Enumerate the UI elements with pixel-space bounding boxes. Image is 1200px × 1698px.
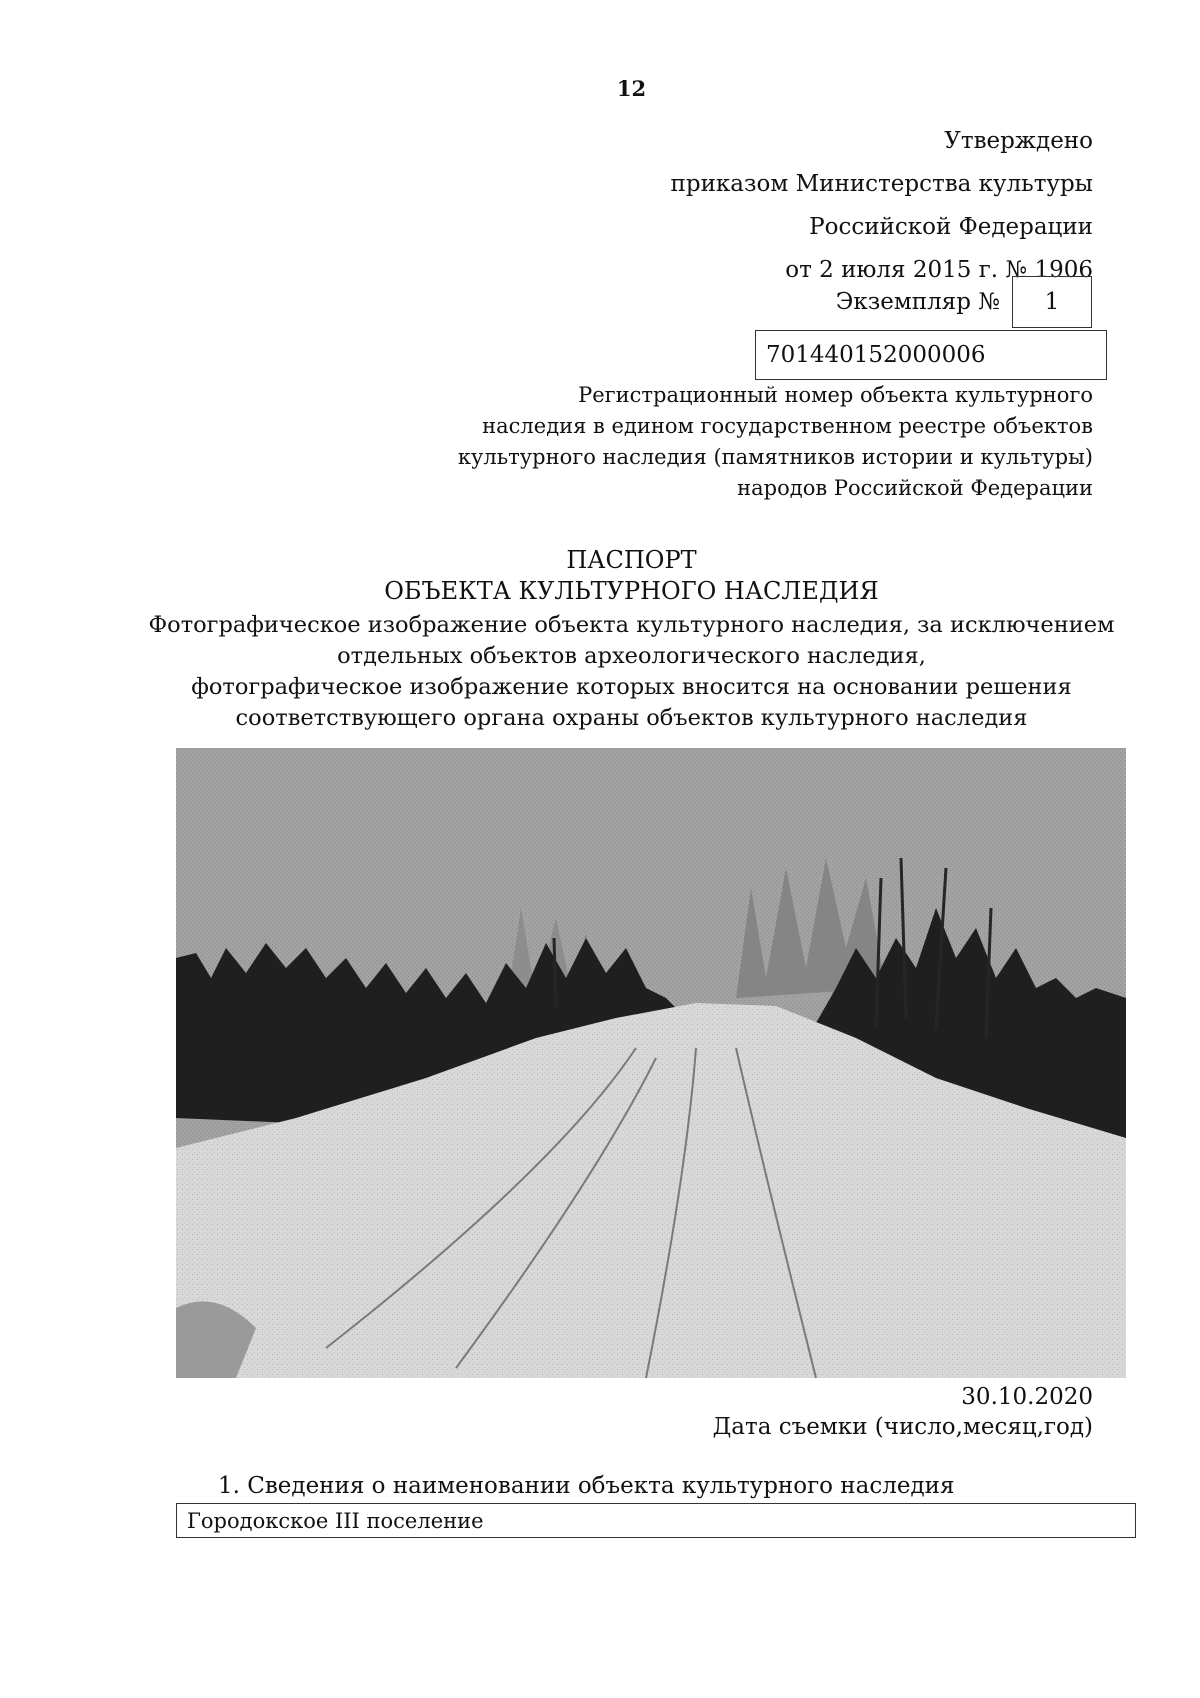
approval-line: приказом Министерства культуры <box>670 171 1093 197</box>
passport-title <box>0 545 1200 607</box>
approval-block <box>533 120 1093 292</box>
passport-title-line: ОБЪЕКТА КУЛЬТУРНОГО НАСЛЕДИЯ <box>384 577 879 605</box>
registration-caption-line: Регистрационный номер объекта культурного <box>578 383 1093 407</box>
copy-number-box: 1 <box>1012 276 1092 328</box>
photo-date-block <box>713 1382 1093 1442</box>
registration-number-box: 701440152000006 <box>755 330 1107 380</box>
copy-label: Экземпляр № <box>835 289 1000 315</box>
registration-caption-line: культурного наследия (памятников истории и культуры) <box>457 445 1093 469</box>
winter-landscape-image <box>176 748 1126 1378</box>
copy-number-row <box>836 276 1092 328</box>
photo-caption-line: Фотографическое изображение объекта культурного наследия, за исключением <box>148 612 1115 638</box>
photo-date-caption: Дата съемки (число,месяц,год) <box>712 1414 1093 1440</box>
approval-line: Российской Федерации <box>809 214 1093 240</box>
registration-caption-line: народов Российской Федерации <box>737 476 1093 500</box>
photo-caption-line: соответствующего органа охраны объектов культурного наследия <box>235 705 1028 731</box>
object-name-field: Городокское III поселение <box>176 1503 1136 1538</box>
photo-caption-line: отдельных объектов археологического наследия, <box>337 643 926 669</box>
section-title: 1. Сведения о наименовании объекта культурного наследия <box>218 1473 955 1499</box>
approval-line: Утверждено <box>944 128 1093 154</box>
photo-caption-line: фотографическое изображение которых вносится на основании решения <box>191 674 1072 700</box>
photo-caption <box>0 610 1200 734</box>
photo-date: 30.10.2020 <box>961 1384 1093 1410</box>
registration-caption-line: наследия в едином государственном реестре объектов <box>482 414 1093 438</box>
page-number: 12 <box>616 76 647 101</box>
passport-title-line: ПАСПОРТ <box>566 546 697 574</box>
site-photograph <box>176 748 1126 1378</box>
approval-line: от 2 июля 2015 г. № 1906 <box>785 257 1093 283</box>
registration-caption <box>393 380 1093 504</box>
